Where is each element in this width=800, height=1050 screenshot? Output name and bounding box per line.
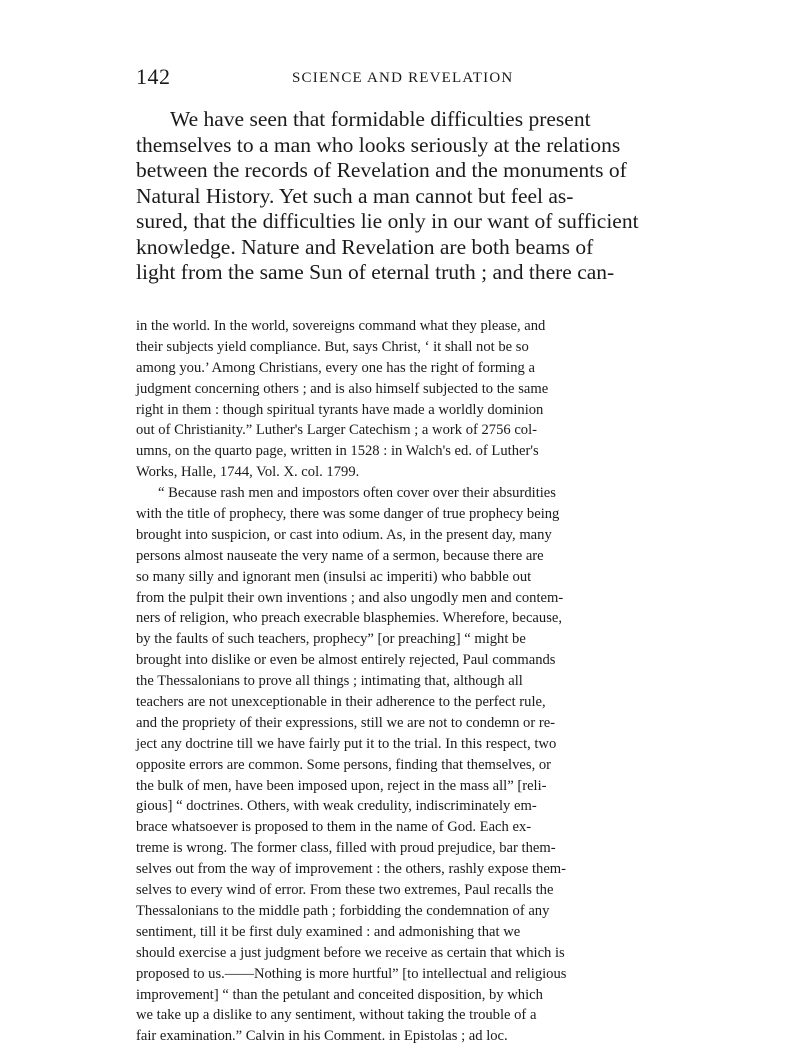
footnote-line: Thessalonians to the middle path ; forbidding the condemnation of any [136,902,550,919]
text-line: themselves to a man who looks seriously at the relations [136,132,621,157]
footnote-line: improvement] “ than the petulant and conceited disposition, by which [136,986,543,1003]
footnote-line: among you.’ Among Christians, every one has the right of forming a [136,359,535,376]
footnote-line: gious] “ doctrines. Others, with weak credulity, indiscriminately em- [136,798,537,815]
footnote-line: the bulk of men, have been imposed upon, reject in the mass all” [reli- [136,777,547,794]
main-paragraph [136,107,676,286]
page-header [136,64,676,94]
footnote-line: we take up a dislike to any sentiment, without taking the trouble of a [136,1007,537,1024]
footnote [136,316,676,1047]
footnote-line: ject any doctrine till we have fairly put it to the trial. In this respect, two [136,735,557,752]
footnote-line: the Thessalonians to prove all things ; intimating that, although all [136,673,523,690]
footnote-line: so many silly and ignorant men (insulsi ac imperiti) who babble out [136,568,532,585]
text-line: sured, that the difficulties lie only in our want of sufficient [136,209,639,233]
footnote-line: out of Christianity.” Luther's Larger Catechism ; a work of 2756 col- [136,422,538,439]
footnote-line: fair examination.” Calvin in his Comment. in Epistolas ; ad loc. [136,1028,508,1045]
footnote-line: selves to every wind of error. From these two extremes, Paul recalls the [136,882,554,899]
text-line: Natural History. Yet such a man cannot but feel as- [136,183,574,208]
footnote-line: selves out from the way of improvement : the others, rashly expose them- [136,861,567,878]
footnote-line: should exercise a just judgment before we receive as certain that which is [136,944,565,961]
footnote-line: opposite errors are common. Some persons, finding that themselves, or [136,756,552,773]
footnote-line: and the propriety of their expressions, still we are not to condemn or re- [136,714,556,731]
running-head: SCIENCE AND REVELATION [292,70,514,86]
footnote-line: from the pulpit their own inventions ; and also ungodly men and contem- [136,589,564,606]
footnote-line: sentiment, till it be first duly examined : and admonishing that we [136,923,521,940]
footnote-line: brace whatsoever is proposed to them in the name of God. Each ex- [136,819,532,836]
footnote-line: “ Because rash men and impostors often cover over their absurdities [158,485,556,502]
footnote-line: persons almost nauseate the very name of a sermon, because there are [136,547,544,564]
footnote-line: ners of religion, who preach execrable blasphemies. Wherefore, because, [136,610,562,627]
text-line: We have seen that formidable difficulties present [170,107,591,131]
footnote-line: brought into dislike or even be almost entirely rejected, Paul commands [136,652,556,669]
text-line: knowledge. Nature and Revelation are both beams of [136,234,594,259]
footnote-line: in the world. In the world, sovereigns command what they please, and [136,318,546,334]
footnote-line: by the faults of such teachers, prophecy” [or preaching] “ might be [136,631,526,648]
footnote-line: proposed to us.——Nothing is more hurtful” [to intellectual and religious [136,965,567,982]
footnote-line: their subjects yield compliance. But, says Christ, ‘ it shall not be so [136,338,529,355]
text-line: light from the same Sun of eternal truth ; and there can- [136,260,615,284]
footnote-line: with the title of prophecy, there was some danger of true prophecy being [136,506,560,523]
footnote-line: treme is wrong. The former class, filled with proud prejudice, bar them- [136,840,556,857]
footnote-line: umns, on the quarto page, written in 1528 : in Walch's ed. of Luther's [136,443,539,460]
footnote-line: right in them : though spiritual tyrants have made a worldly dominion [136,401,544,418]
text-line: between the records of Revelation and the monuments of [136,158,627,182]
page-number: 142 [136,64,171,89]
footnote-line: judgment concerning others ; and is also himself subjected to the same [136,380,549,397]
footnote-line: teachers are not unexceptionable in their adherence to the perfect rule, [136,694,546,711]
footnote-line: brought into suspicion, or cast into odium. As, in the present day, many [136,526,552,543]
footnote-line: Works, Halle, 1744, Vol. X. col. 1799. [136,464,360,481]
